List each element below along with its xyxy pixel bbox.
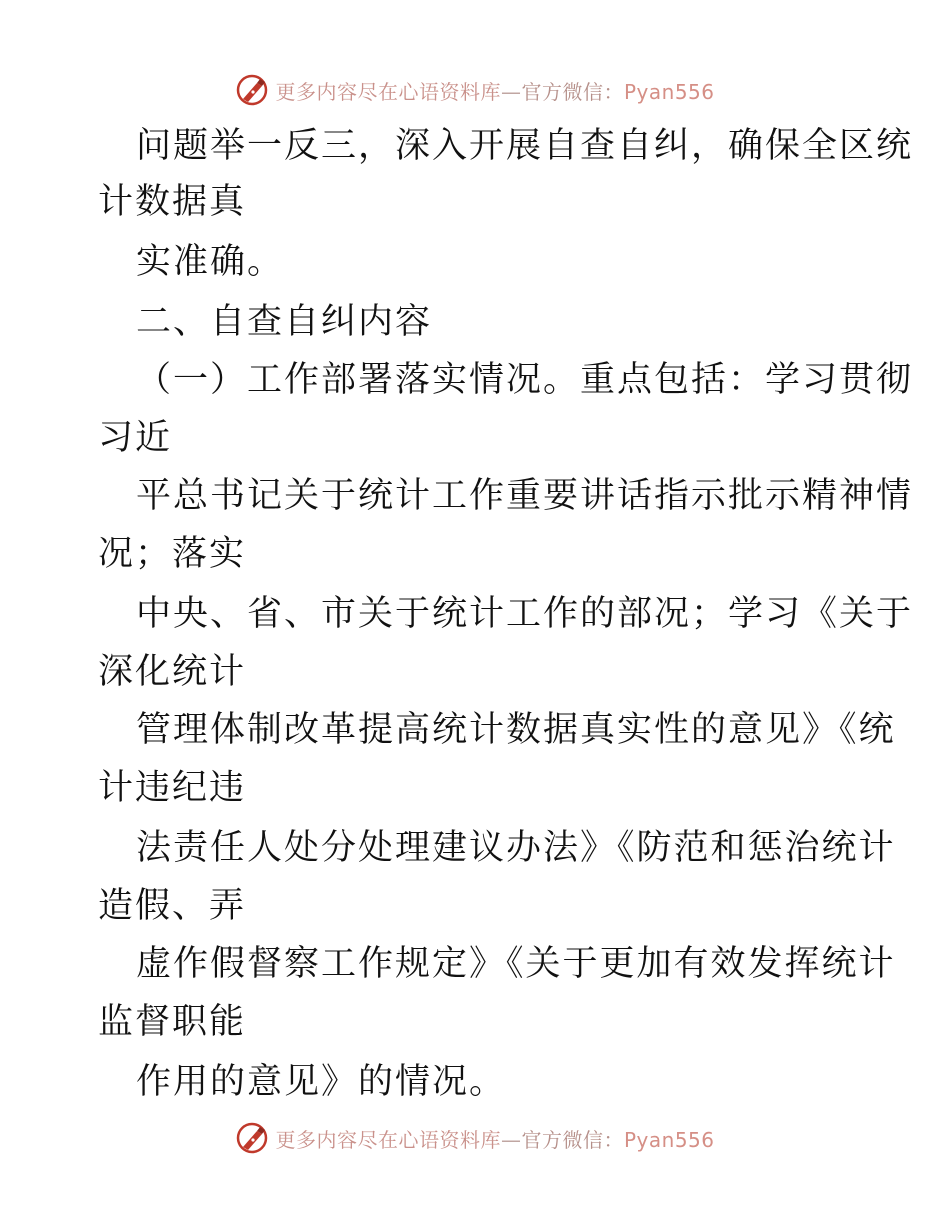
paragraph-line: 计违纪违 — [98, 768, 247, 808]
paragraph-line: 深化统计 — [98, 652, 247, 692]
paragraph-line: 平总书记关于统计工作重要讲话指示批示精神情 — [136, 476, 914, 516]
watermark-wechat-label: 官方微信： — [521, 1127, 624, 1152]
watermark-wechat-id: Pyan556 — [623, 1127, 715, 1152]
paragraph-line: 监督职能 — [98, 1002, 247, 1042]
watermark-main-text: 更多内容尽在心语资料库 — [275, 79, 501, 104]
paragraph-line: 虚作假督察工作规定》《关于更加有效发挥统计 — [136, 944, 896, 984]
paragraph-line: 问题举一反三，深入开展自查自纠，确保全区统 — [136, 126, 914, 166]
watermark-group — [235, 1121, 714, 1155]
paragraph-line: 计数据真 — [98, 182, 247, 222]
watermark-separator: — — [500, 1127, 522, 1152]
watermark-separator: — — [500, 79, 522, 104]
footer-watermark-banner — [0, 1118, 950, 1158]
pen-nib-logo-icon — [235, 1121, 269, 1155]
paragraph-line: 作用的意见》的情况。 — [136, 1062, 507, 1102]
watermark-main-text: 更多内容尽在心语资料库 — [275, 1127, 501, 1152]
paragraph-line: 法责任人处分处理建议办法》《防范和惩治统计 — [136, 828, 896, 868]
watermark-wechat-id: Pyan556 — [623, 79, 715, 104]
header-watermark-banner — [0, 70, 950, 110]
paragraph-line: 管理体制改革提高统计数据真实性的意见》《统 — [136, 710, 896, 750]
paragraph-line: 实准确。 — [136, 242, 285, 282]
paragraph-line: 况；落实 — [98, 534, 247, 574]
watermark-text — [275, 1124, 714, 1153]
pen-nib-logo-icon — [235, 73, 269, 107]
watermark-group — [235, 73, 714, 107]
watermark-wechat-label: 官方微信： — [521, 79, 624, 104]
paragraph-line: （一）工作部署落实情况。重点包括：学习贯彻 — [136, 360, 914, 400]
paragraph-line: 造假、弄 — [98, 886, 247, 926]
paragraph-line: 中央、省、市关于统计工作的部况；学习《关于 — [136, 594, 914, 634]
watermark-text — [275, 76, 714, 105]
paragraph-line: 习近 — [98, 418, 173, 458]
section-heading: 二、自查自纠内容 — [136, 302, 433, 342]
